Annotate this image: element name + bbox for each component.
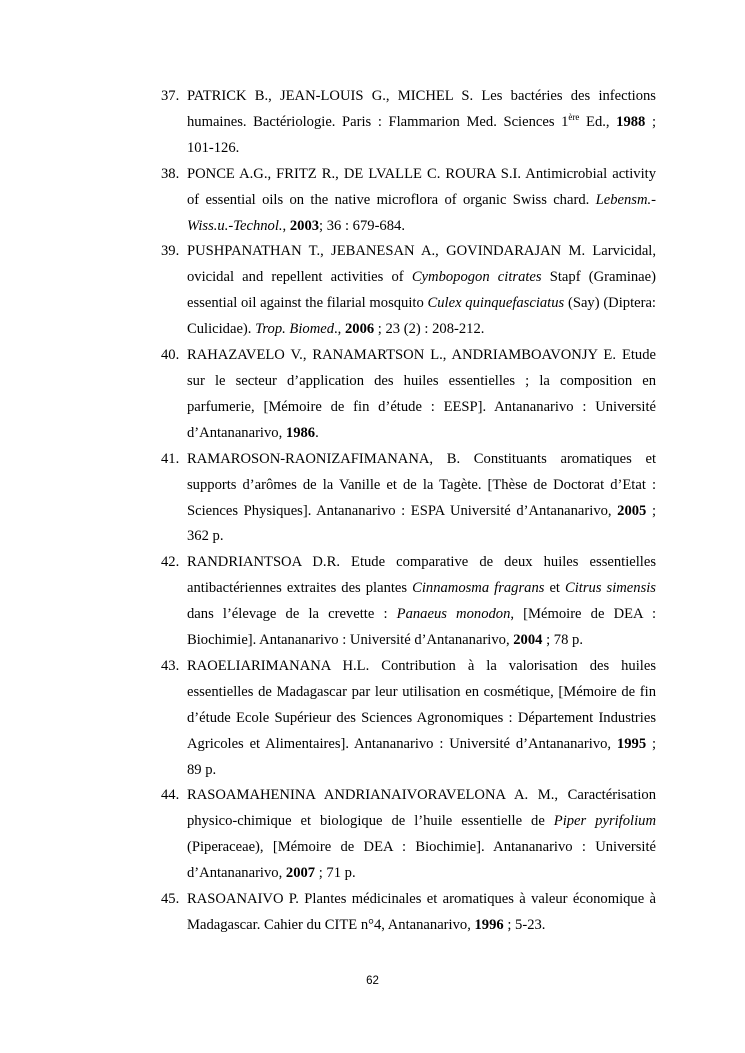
reference-text-segment: RAHAZAVELO V., RANAMARTSON L., ANDRIAMBOAVONJY E. Etude sur le secteur d’application des huiles essentielles ; la composition en parfumerie, [Mémoire de fin d’étude : EESP]. Antananarivo : Université d’Antananarivo, <box>187 347 656 441</box>
reference-text-segment: ; 36 : 679-684. <box>319 217 405 234</box>
reference-item <box>161 239 656 343</box>
reference-item <box>161 783 656 887</box>
reference-italic-text: Culex quinquefasciatus <box>427 295 565 312</box>
reference-text-segment: et <box>544 580 566 597</box>
reference-number: 39. <box>161 243 180 260</box>
reference-item <box>161 447 656 551</box>
reference-item <box>161 550 656 654</box>
reference-text-segment: Ed., <box>579 113 617 130</box>
reference-list <box>161 84 656 939</box>
reference-italic-text: Cinnamosma fragrans <box>412 580 545 597</box>
reference-number: 41. <box>161 450 180 467</box>
reference-item <box>161 84 656 162</box>
reference-year: 2007 <box>285 865 316 882</box>
reference-text <box>187 239 656 343</box>
page-number: 62 <box>366 975 379 987</box>
reference-text-segment: Stapf (Graminae) essential oil against the filarial mosquito <box>187 269 656 312</box>
reference-text-segment: ; 101-126. <box>187 113 657 156</box>
reference-text-segment: (Piperaceae), [Mémoire de DEA : Biochimie]. Antananarivo : Université d’Antananarivo, <box>187 839 656 882</box>
reference-number: 45. <box>161 891 180 908</box>
reference-text-segment: . <box>315 424 319 441</box>
reference-text-segment: PUSHPANATHAN T., JEBANESAN A., GOVINDARAJAN M. Larvicidal, ovicidal and repellent activities of <box>187 243 656 286</box>
reference-italic-text: Lebensm.-Wiss.u.-Technol. <box>187 191 656 234</box>
reference-superscript: ère <box>568 111 580 122</box>
reference-year: 2003 <box>289 217 320 234</box>
reference-text <box>187 447 656 551</box>
reference-number: 42. <box>161 554 180 571</box>
reference-number: 37. <box>161 88 180 104</box>
reference-italic-text: Citrus simensis <box>565 580 656 597</box>
reference-text <box>187 84 656 162</box>
reference-italic-text: Piper pyrifolium <box>553 813 656 830</box>
reference-text-segment: PATRICK B., JEAN-LOUIS G., MICHEL S. Les bactéries des infections humaines. Bactériologie. Paris : Flammarion Med. Sciences 1 <box>187 88 656 130</box>
reference-year: 2004 <box>513 632 543 649</box>
reference-text <box>187 887 656 939</box>
reference-text-segment: ; 89 p. <box>187 735 657 778</box>
reference-text-segment: ; 78 p. <box>542 632 583 649</box>
reference-year: 1986 <box>285 424 316 441</box>
reference-year: 1995 <box>616 735 647 752</box>
reference-year: 1988 <box>616 113 646 130</box>
reference-text <box>187 343 656 447</box>
reference-text <box>187 783 656 887</box>
reference-year: 1996 <box>474 917 504 933</box>
reference-text-segment: PONCE A.G., FRITZ R., DE LVALLE C. ROURA S.I. Antimicrobial activity of essential oils on the native microflora of organic Swiss chard. <box>187 165 656 208</box>
reference-italic-text: Cymbopogon citrates <box>411 269 542 286</box>
reference-text-segment: (Say) (Diptera: Culicidae). <box>187 295 656 338</box>
reference-text-segment: ; 71 p. <box>315 865 356 882</box>
reference-text <box>187 654 656 784</box>
reference-number: 40. <box>161 347 180 364</box>
reference-text-segment: ; 5-23. <box>503 917 546 933</box>
reference-italic-text: Panaeus monodon <box>396 606 511 623</box>
reference-italic-text: Trop. Biomed <box>255 321 335 338</box>
reference-year: 2005 <box>617 502 647 519</box>
reference-text-segment: RASOAMAHENINA ANDRIANAIVORAVELONA A. M., Caractérisation physico-chimique et biologique de l’huile essentielle de <box>187 787 656 830</box>
reference-text <box>187 550 656 654</box>
reference-year: 2006 <box>344 321 375 338</box>
reference-text-segment: ., <box>334 321 345 338</box>
reference-number: 43. <box>161 657 180 674</box>
reference-text-segment: , [Mémoire de DEA : Biochimie]. Antananarivo : Université d’Antananarivo, <box>187 606 656 649</box>
reference-text-segment: ; 23 (2) : 208-212. <box>374 321 485 338</box>
reference-text-segment: RASOANAIVO P. Plantes médicinales et aromatiques à valeur économique à Madagascar. Cahier du CITE n°4, Antananarivo, <box>187 891 656 933</box>
reference-text <box>187 162 656 240</box>
reference-number: 44. <box>161 787 180 804</box>
reference-item <box>161 343 656 447</box>
reference-item <box>161 887 656 939</box>
reference-item <box>161 162 656 240</box>
reference-item <box>161 654 656 784</box>
reference-text-segment: RANDRIANTSOA D.R. Etude comparative de deux huiles essentielles antibactériennes extraites des plantes <box>187 554 656 597</box>
reference-text-segment: RAMAROSON-RAONIZAFIMANANA, B. Constituants aromatiques et supports d’arômes de la Vanille et de la Tagète. [Thèse de Doctorat d’Etat : Sciences Physiques]. Antananarivo : ESPA Université d’Antananarivo, <box>187 450 656 519</box>
reference-text-segment: dans l’élevage de la crevette : <box>187 606 397 623</box>
reference-text-segment: , <box>282 217 290 234</box>
reference-text-segment: RAOELIARIMANANA H.L. Contribution à la valorisation des huiles essentielles de Madagascar par leur utilisation en cosmétique, [Mémoire de fin d’étude Ecole Supérieur des Sciences Agronomiques : Département Industries Agricoles et Alimentaires]. Antananarivo : Université d’Antananarivo, <box>187 657 656 752</box>
reference-number: 38. <box>161 165 180 182</box>
reference-text-segment: ; 362 p. <box>187 502 656 545</box>
